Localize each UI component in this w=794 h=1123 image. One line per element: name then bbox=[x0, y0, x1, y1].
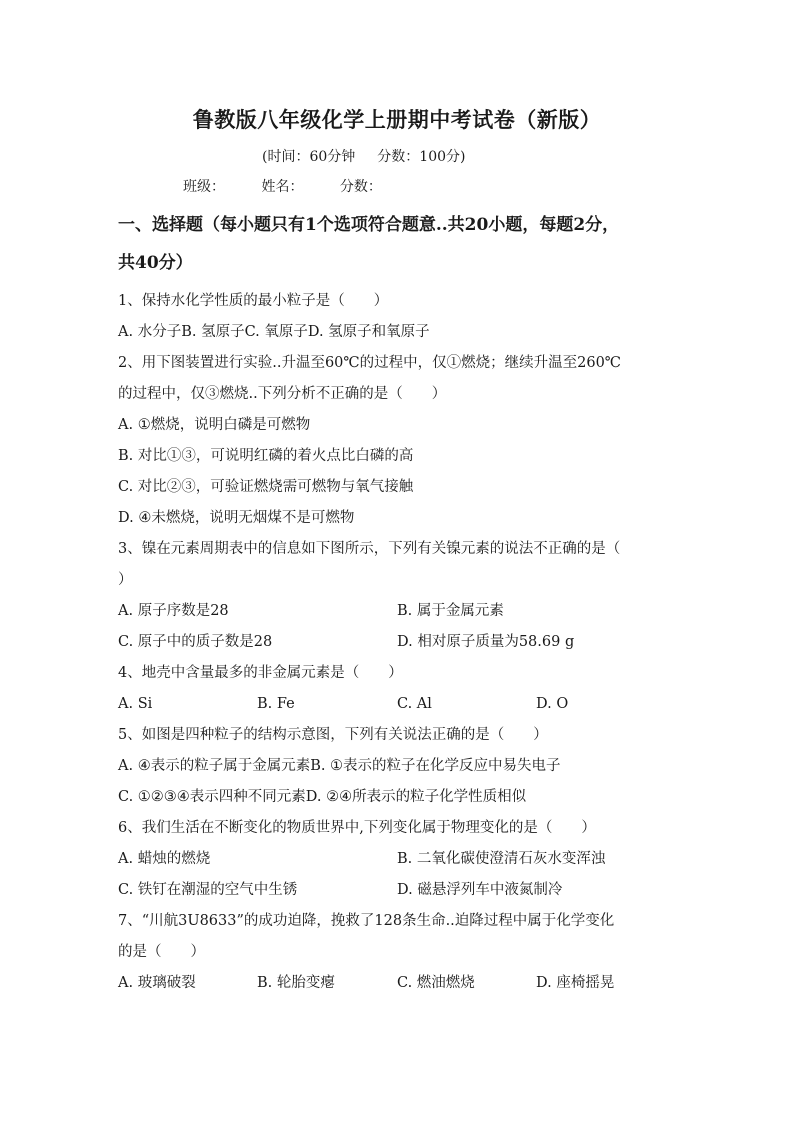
question-3-options-row-2 bbox=[118, 627, 678, 658]
exam-time: (时间：60分钟 bbox=[262, 149, 356, 165]
question-6-options-row-1 bbox=[118, 844, 678, 875]
question-3-stem-line-1: 3、镍在元素周期表中的信息如下图所示，下列有关镍元素的说法不正确的是（ bbox=[118, 541, 621, 557]
class-label: 班级： bbox=[183, 179, 225, 195]
question-6-option-b: B. 二氧化碳使澄清石灰水变浑浊 bbox=[397, 851, 606, 867]
question-7-option-d: D. 座椅摇晃 bbox=[536, 975, 615, 991]
question-2-option-b: B. 对比①③，可说明红磷的着火点比白磷的高 bbox=[118, 448, 414, 464]
question-3-option-d: D. 相对原子质量为58.69 g bbox=[397, 634, 575, 650]
question-4-option-d: D. O bbox=[536, 696, 569, 712]
question-2-option-c: C. 对比②③，可验证燃烧需可燃物与氧气接触 bbox=[118, 479, 414, 495]
section-heading-line-2: 共40分） bbox=[118, 253, 193, 273]
question-5-options-cd: C. ①②③④表示四种不同元素D. ②④所表示的粒子化学性质相似 bbox=[118, 789, 527, 805]
question-7-stem-line-1: 7、“川航3U8633”的成功迫降，挽救了128条生命..迫降过程中属于化学变化 bbox=[118, 913, 615, 929]
section-heading-line-1: 一、选择题（每小题只有1个选项符合题意..共20小题，每题2分， bbox=[118, 215, 620, 235]
question-3-stem-line-2: ） bbox=[118, 572, 133, 588]
question-3-option-a: A. 原子序数是28 bbox=[118, 603, 229, 619]
questions-list bbox=[118, 286, 678, 999]
question-2-stem-line-2: 的过程中，仅③燃烧..下列分析不正确的是（ ） bbox=[118, 386, 447, 402]
question-4-stem: 4、地壳中含量最多的非金属元素是（ ） bbox=[118, 665, 403, 681]
page-title: 鲁教版八年级化学上册期中考试卷（新版） bbox=[192, 107, 602, 132]
name-label: 姓名： bbox=[261, 179, 304, 195]
student-info bbox=[183, 176, 414, 196]
question-6-option-a: A. 蜡烛的燃烧 bbox=[118, 851, 211, 867]
question-7-stem-line-2: 的是（ ） bbox=[118, 944, 205, 960]
question-6-option-d: D. 磁悬浮列车中液氮制冷 bbox=[397, 882, 563, 898]
question-4-option-c: C. Al bbox=[397, 696, 432, 712]
exam-meta bbox=[262, 146, 487, 166]
question-7-options-row bbox=[118, 968, 678, 999]
question-5-options-ab: A. ④表示的粒子属于金属元素B. ①表示的粒子在化学反应中易失电子 bbox=[118, 758, 561, 774]
question-2-stem-line-1: 2、用下图装置进行实验..升温至60℃的过程中，仅①燃烧；继续升温至260℃ bbox=[118, 355, 622, 371]
question-3-option-c: C. 原子中的质子数是28 bbox=[118, 634, 273, 650]
question-7-option-c: C. 燃油燃烧 bbox=[397, 975, 475, 991]
question-2-option-a: A. ①燃烧，说明白磷是可燃物 bbox=[118, 417, 311, 433]
question-1-stem: 1、保持水化学性质的最小粒子是（ ） bbox=[118, 293, 389, 309]
question-4-option-a: A. Si bbox=[118, 696, 153, 712]
question-1-options: A. 水分子B. 氢原子C. 氧原子D. 氢原子和氧原子 bbox=[118, 324, 430, 340]
score-label: 分数： bbox=[339, 179, 382, 195]
question-7-option-b: B. 轮胎变瘪 bbox=[257, 975, 335, 991]
question-7-option-a: A. 玻璃破裂 bbox=[118, 975, 196, 991]
question-4-option-b: B. Fe bbox=[257, 696, 295, 712]
question-3-option-b: B. 属于金属元素 bbox=[397, 603, 504, 619]
section-heading bbox=[118, 206, 678, 282]
question-6-options-row-2 bbox=[118, 875, 678, 906]
question-3-options-row-1 bbox=[118, 596, 678, 627]
question-5-stem: 5、如图是四种粒子的结构示意图，下列有关说法正确的是（ ） bbox=[118, 727, 548, 743]
question-2-option-d: D. ④未燃烧，说明无烟煤不是可燃物 bbox=[118, 510, 355, 526]
question-6-stem: 6、我们生活在不断变化的物质世界中,下列变化属于物理变化的是（ ） bbox=[118, 820, 596, 836]
question-6-option-c: C. 铁钉在潮湿的空气中生锈 bbox=[118, 882, 298, 898]
exam-total-score: 分数：100分) bbox=[377, 149, 466, 165]
question-4-options-row bbox=[118, 689, 678, 720]
